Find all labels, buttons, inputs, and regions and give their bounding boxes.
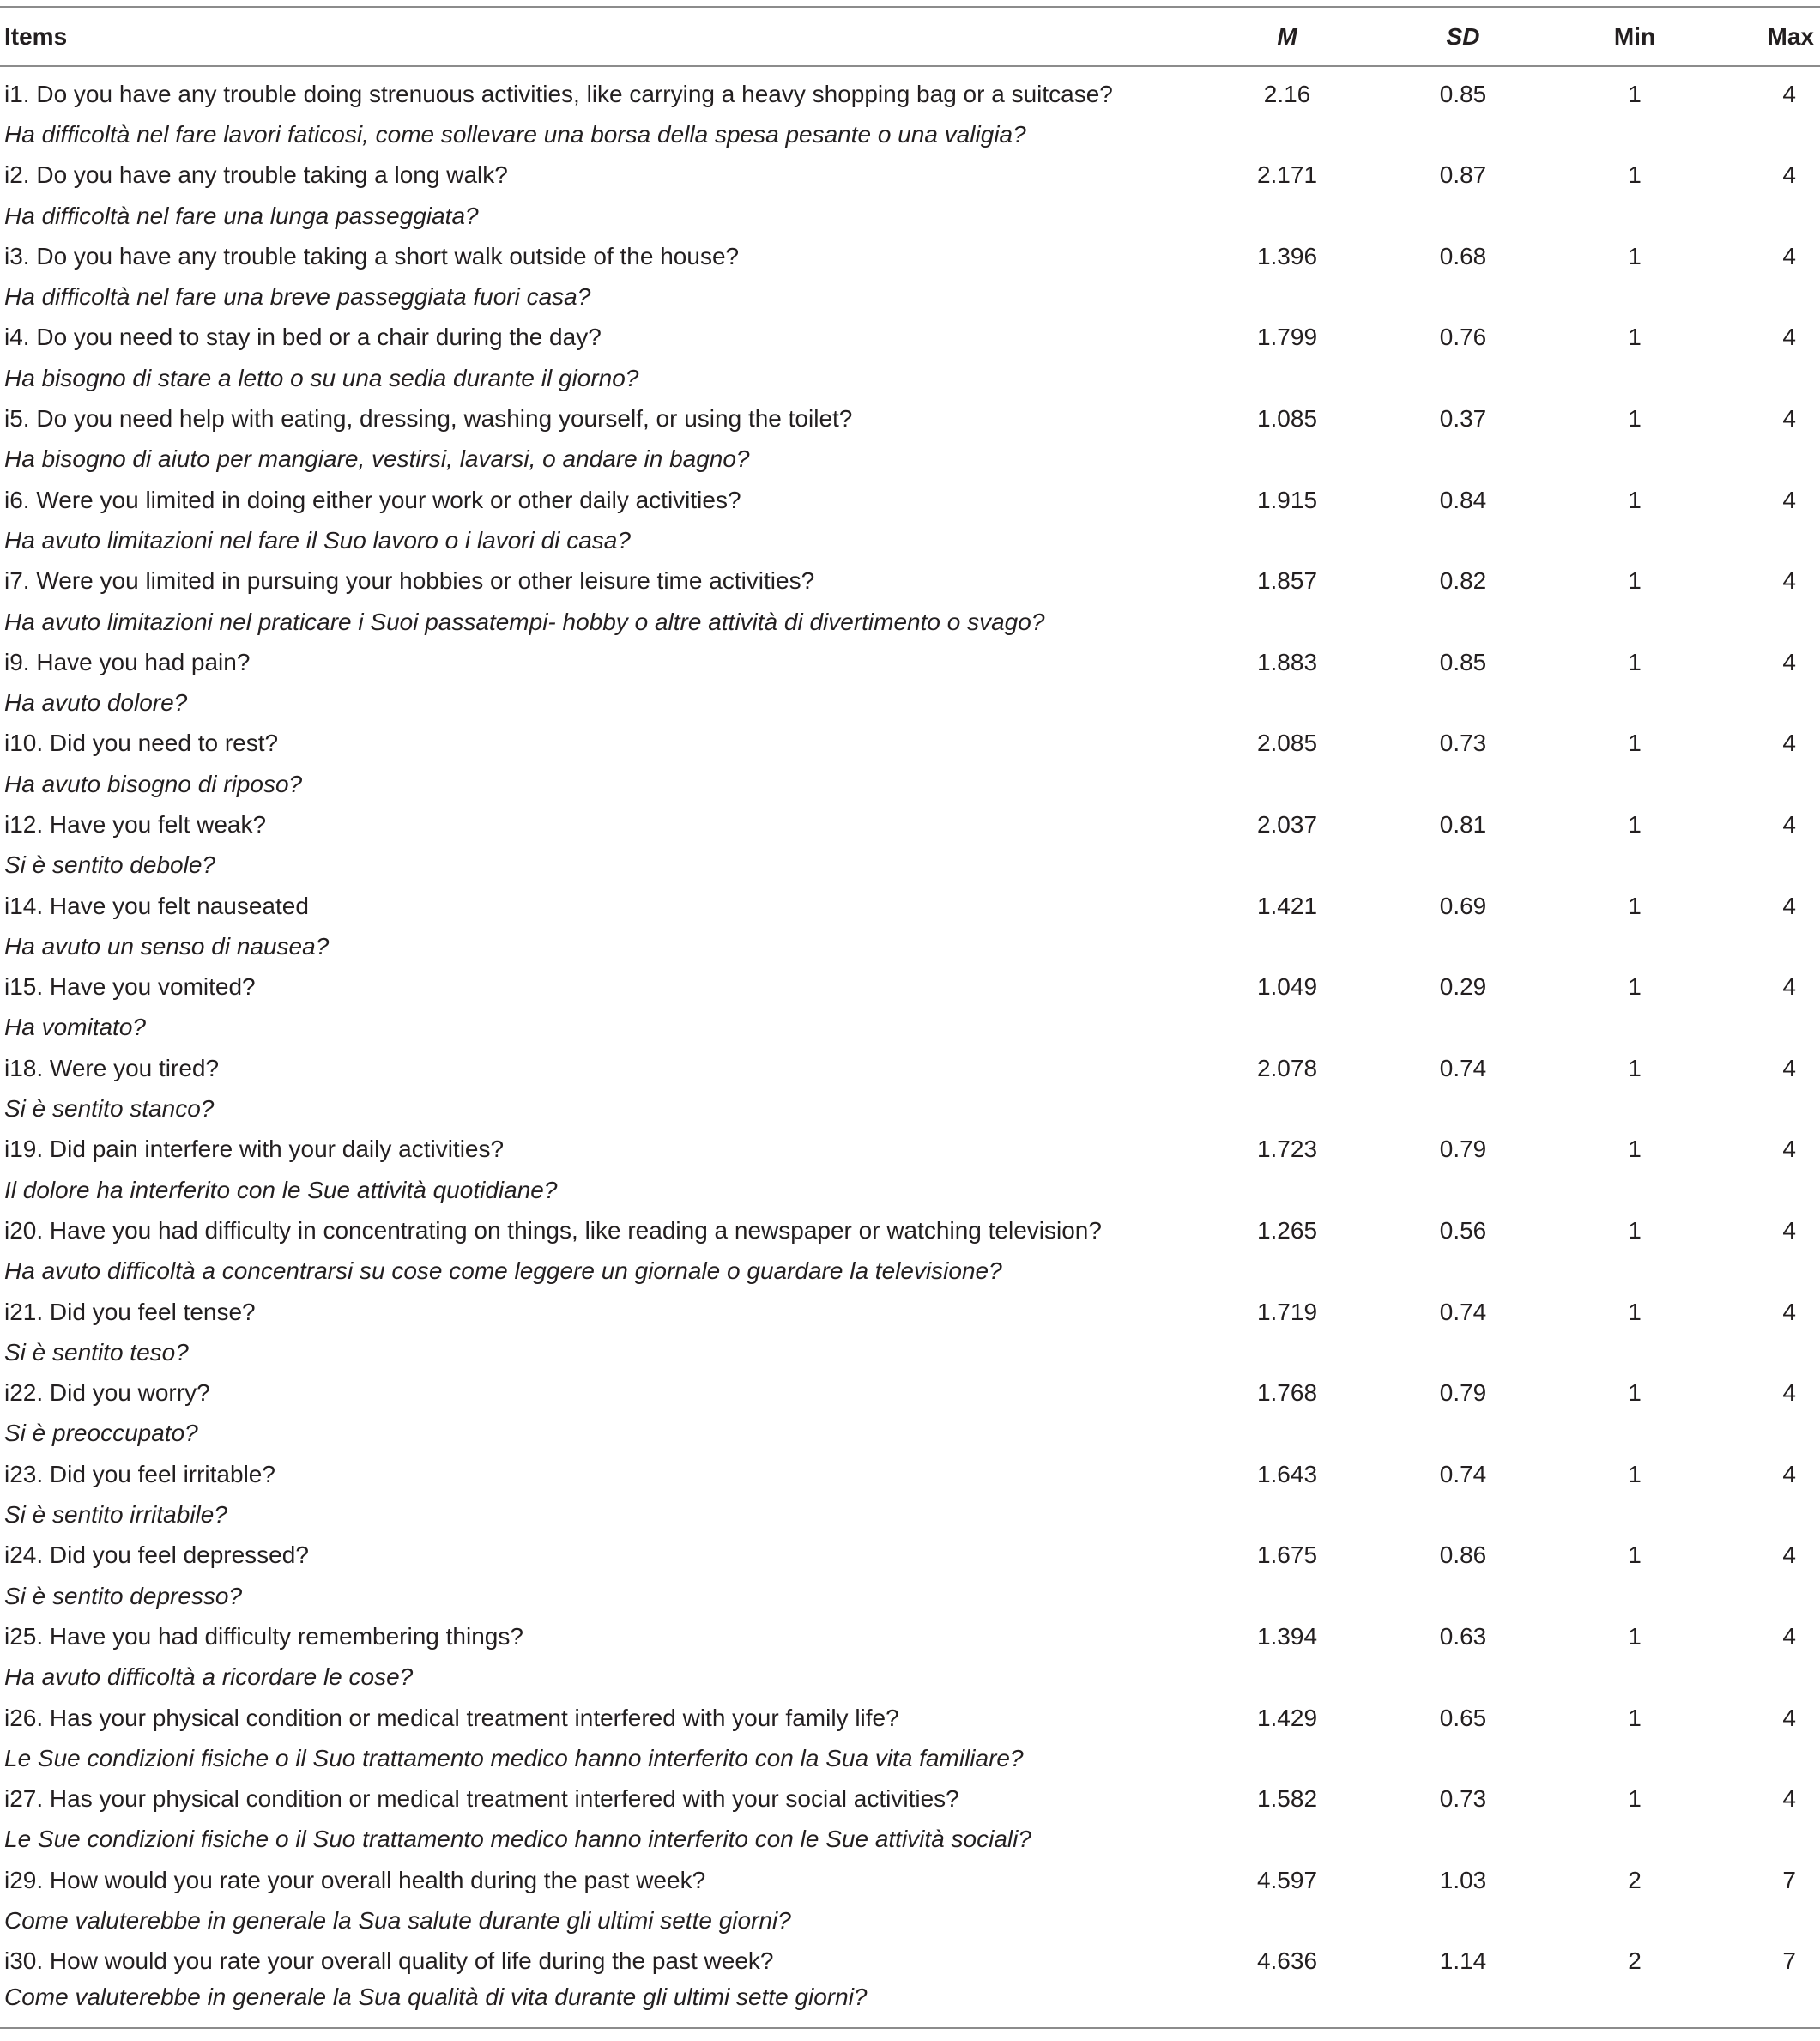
item-question-en: i27. Has your physical condition or medical treatment interfered with your social activities? (4, 1785, 959, 1813)
sd-value: 1.14 (1439, 1947, 1487, 1975)
descriptive-statistics-table-container (0, 6, 1820, 2029)
table-row-translation (0, 1982, 1820, 2028)
empty-cell (1201, 1251, 1373, 1292)
item-question-en: i20. Have you had difficulty in concentrating on things, like reading a newspaper or watching television? (4, 1216, 1102, 1244)
mean-value: 1.421 (1256, 892, 1318, 919)
empty-cell (1553, 1576, 1716, 1616)
empty-cell (1553, 926, 1716, 966)
empty-cell (1373, 1494, 1553, 1535)
min-value: 1 (1628, 1136, 1642, 1163)
table-row-translation (0, 1170, 1820, 1210)
sd-value: 0.74 (1439, 1054, 1487, 1081)
mean-value: 1.915 (1256, 486, 1318, 513)
empty-cell (1373, 276, 1553, 317)
table-row (0, 1292, 1820, 1332)
empty-cell (1716, 114, 1820, 154)
item-question-en: i2. Do you have any trouble taking a long walk? (4, 161, 508, 189)
item-question-it: Ha vomitato? (4, 1014, 146, 1041)
empty-cell (1373, 1414, 1553, 1454)
empty-cell (1373, 114, 1553, 154)
max-value: 4 (1782, 1379, 1796, 1407)
table-row (0, 1210, 1820, 1251)
mean-value: 1.049 (1256, 973, 1318, 1001)
empty-cell (1201, 439, 1373, 480)
table-row (0, 642, 1820, 682)
sd-value: 0.79 (1439, 1136, 1487, 1163)
mean-value: 2.078 (1256, 1054, 1318, 1081)
max-value: 4 (1782, 1054, 1796, 1081)
sd-value: 0.84 (1439, 486, 1487, 513)
sd-value: 0.87 (1439, 161, 1487, 189)
empty-cell (1373, 1657, 1553, 1698)
table-body (0, 66, 1820, 2028)
sd-value: 0.65 (1439, 1704, 1487, 1731)
sd-value: 0.85 (1439, 80, 1487, 107)
empty-cell (1716, 276, 1820, 317)
table-row-translation (0, 1414, 1820, 1454)
empty-cell (1201, 1900, 1373, 1941)
sd-value: 0.56 (1439, 1216, 1487, 1244)
empty-cell (1373, 1982, 1553, 2028)
mean-value: 2.085 (1256, 730, 1318, 757)
empty-cell (1553, 1088, 1716, 1129)
item-question-it: Si è preoccupato? (4, 1420, 198, 1447)
item-question-it: Si è sentito stanco? (4, 1095, 215, 1123)
empty-cell (1373, 682, 1553, 723)
empty-cell (1373, 1088, 1553, 1129)
empty-cell (1201, 1494, 1373, 1535)
sd-value: 0.79 (1439, 1379, 1487, 1407)
empty-cell (1373, 1900, 1553, 1941)
empty-cell (1716, 1251, 1820, 1292)
empty-cell (1553, 1738, 1716, 1778)
sd-value: 0.37 (1439, 405, 1487, 433)
item-question-it: Ha avuto difficoltà a concentrarsi su cose come leggere un giornale o guardare la televisione? (4, 1257, 1002, 1285)
item-question-it: Ha bisogno di stare a letto o su una sedia durante il giorno? (4, 364, 639, 391)
min-value: 1 (1628, 242, 1642, 270)
item-question-en: i24. Did you feel depressed? (4, 1541, 309, 1569)
min-value: 1 (1628, 1785, 1642, 1813)
min-value: 1 (1628, 324, 1642, 351)
mean-value: 1.723 (1256, 1136, 1318, 1163)
table-row-translation (0, 1900, 1820, 1941)
max-value: 7 (1782, 1947, 1796, 1975)
empty-cell (1716, 926, 1820, 966)
mean-value: 2.171 (1256, 161, 1318, 189)
mean-value: 1.582 (1256, 1785, 1318, 1813)
table-row-translation (0, 1251, 1820, 1292)
sd-value: 0.74 (1439, 1460, 1487, 1487)
sd-value: 0.73 (1439, 1785, 1487, 1813)
min-value: 1 (1628, 80, 1642, 107)
empty-cell (1553, 602, 1716, 642)
table-header (0, 7, 1820, 66)
table-row-translation (0, 1332, 1820, 1372)
max-value: 4 (1782, 1622, 1796, 1650)
item-question-en: i7. Were you limited in pursuing your hobbies or other leisure time activities? (4, 567, 815, 595)
table-row (0, 480, 1820, 520)
empty-cell (1373, 845, 1553, 886)
header-mean: M (1201, 7, 1373, 66)
table-row (0, 1778, 1820, 1819)
empty-cell (1716, 1576, 1820, 1616)
empty-cell (1201, 926, 1373, 966)
table-row (0, 561, 1820, 602)
empty-cell (1373, 1820, 1553, 1860)
empty-cell (1373, 1738, 1553, 1778)
table-row-translation (0, 358, 1820, 398)
mean-value: 1.675 (1256, 1541, 1318, 1569)
max-value: 4 (1782, 973, 1796, 1001)
descriptive-statistics-table (0, 6, 1820, 2029)
mean-value: 1.883 (1256, 648, 1318, 675)
max-value: 4 (1782, 161, 1796, 189)
empty-cell (1716, 1088, 1820, 1129)
table-row (0, 1454, 1820, 1494)
empty-cell (1716, 1820, 1820, 1860)
min-value: 1 (1628, 730, 1642, 757)
empty-cell (1201, 845, 1373, 886)
min-value: 1 (1628, 1622, 1642, 1650)
empty-cell (1716, 602, 1820, 642)
item-question-en: i15. Have you vomited? (4, 973, 256, 1001)
empty-cell (1716, 1738, 1820, 1778)
table-row-translation (0, 276, 1820, 317)
item-question-en: i9. Have you had pain? (4, 648, 251, 675)
empty-cell (1201, 1576, 1373, 1616)
empty-cell (1553, 1820, 1716, 1860)
empty-cell (1201, 196, 1373, 236)
header-sd: SD (1373, 7, 1553, 66)
item-question-en: i6. Were you limited in doing either your work or other daily activities? (4, 486, 741, 513)
empty-cell (1553, 1332, 1716, 1372)
table-row (0, 886, 1820, 926)
max-value: 4 (1782, 648, 1796, 675)
empty-cell (1373, 602, 1553, 642)
table-row-translation (0, 196, 1820, 236)
sd-value: 0.76 (1439, 324, 1487, 351)
table-row-translation (0, 1494, 1820, 1535)
empty-cell (1373, 926, 1553, 966)
empty-cell (1553, 1494, 1716, 1535)
header-min: Min (1553, 7, 1716, 66)
item-question-it: Ha avuto bisogno di riposo? (4, 770, 303, 797)
empty-cell (1553, 1170, 1716, 1210)
table-row (0, 1860, 1820, 1900)
empty-cell (1373, 520, 1553, 560)
empty-cell (1553, 1982, 1716, 2028)
item-question-en: i1. Do you have any trouble doing strenuous activities, like carrying a heavy shopping bag or a suitcase? (4, 80, 1113, 107)
empty-cell (1373, 1576, 1553, 1616)
item-question-en: i14. Have you felt nauseated (4, 892, 309, 919)
empty-cell (1716, 845, 1820, 886)
item-question-it: Come valuterebbe in generale la Sua qualità di vita durante gli ultimi sette giorni? (0, 1982, 1201, 2028)
item-question-en: i26. Has your physical condition or medical treatment interfered with your family life? (4, 1704, 899, 1731)
table-row (0, 236, 1820, 276)
empty-cell (1201, 276, 1373, 317)
item-question-en: i30. How would you rate your overall quality of life during the past week? (4, 1947, 774, 1975)
table-row (0, 1373, 1820, 1414)
table-row (0, 967, 1820, 1008)
max-value: 4 (1782, 730, 1796, 757)
table-row-translation (0, 520, 1820, 560)
table-row (0, 155, 1820, 196)
empty-cell (1553, 439, 1716, 480)
empty-cell (1201, 358, 1373, 398)
min-value: 2 (1628, 1947, 1642, 1975)
item-question-it: Il dolore ha interferito con le Sue attività quotidiane? (4, 1176, 558, 1203)
max-value: 4 (1782, 810, 1796, 838)
table-row-translation (0, 1576, 1820, 1616)
item-question-en: i5. Do you need help with eating, dressing, washing yourself, or using the toilet? (4, 405, 853, 433)
item-question-it: Ha bisogno di aiuto per mangiare, vestirsi, lavarsi, o andare in bagno? (4, 445, 750, 473)
sd-value: 0.69 (1439, 892, 1487, 919)
item-question-en: i4. Do you need to stay in bed or a chair during the day? (4, 324, 602, 351)
empty-cell (1373, 1332, 1553, 1372)
empty-cell (1201, 114, 1373, 154)
min-value: 1 (1628, 161, 1642, 189)
table-row (0, 1130, 1820, 1170)
table-row (0, 1941, 1820, 1982)
max-value: 4 (1782, 1460, 1796, 1487)
empty-cell (1553, 1657, 1716, 1698)
empty-cell (1373, 358, 1553, 398)
empty-cell (1716, 1900, 1820, 1941)
table-row (0, 398, 1820, 439)
empty-cell (1716, 682, 1820, 723)
empty-cell (1373, 439, 1553, 480)
empty-cell (1716, 1657, 1820, 1698)
mean-value: 1.857 (1256, 567, 1318, 595)
table-row (0, 1616, 1820, 1656)
sd-value: 0.86 (1439, 1541, 1487, 1569)
item-question-it: Ha difficoltà nel fare lavori faticosi, come sollevare una borsa della spesa pesante o una valigia? (4, 120, 1026, 148)
empty-cell (1373, 1008, 1553, 1048)
item-question-en: i12. Have you felt weak? (4, 810, 267, 838)
sd-value: 1.03 (1439, 1866, 1487, 1893)
table-row-translation (0, 682, 1820, 723)
sd-value: 0.81 (1439, 810, 1487, 838)
mean-value: 1.429 (1256, 1704, 1318, 1731)
item-question-en: i25. Have you had difficulty remembering things? (4, 1622, 523, 1650)
empty-cell (1201, 1820, 1373, 1860)
table-row (0, 1698, 1820, 1738)
item-question-it: Ha avuto difficoltà a ricordare le cose? (4, 1663, 414, 1691)
table-row (0, 1048, 1820, 1088)
empty-cell (1716, 358, 1820, 398)
sd-value: 0.85 (1439, 648, 1487, 675)
empty-cell (1553, 520, 1716, 560)
max-value: 4 (1782, 486, 1796, 513)
empty-cell (1553, 276, 1716, 317)
empty-cell (1716, 439, 1820, 480)
table-row-translation (0, 926, 1820, 966)
sd-value: 0.68 (1439, 242, 1487, 270)
table-row-translation (0, 845, 1820, 886)
empty-cell (1553, 1251, 1716, 1292)
table-row (0, 66, 1820, 114)
mean-value: 2.037 (1256, 810, 1318, 838)
header-items: Items (0, 7, 1201, 66)
mean-value: 1.719 (1256, 1298, 1318, 1325)
min-value: 1 (1628, 1379, 1642, 1407)
empty-cell (1373, 1251, 1553, 1292)
empty-cell (1373, 764, 1553, 804)
max-value: 4 (1782, 1136, 1796, 1163)
table-row (0, 1535, 1820, 1576)
min-value: 1 (1628, 810, 1642, 838)
max-value: 4 (1782, 892, 1796, 919)
max-value: 4 (1782, 324, 1796, 351)
item-question-it: Come valuterebbe in generale la Sua salute durante gli ultimi sette giorni? (4, 1907, 791, 1934)
table-row-translation (0, 114, 1820, 154)
table-row-translation (0, 1738, 1820, 1778)
empty-cell (1553, 764, 1716, 804)
mean-value: 1.768 (1256, 1379, 1318, 1407)
item-question-it: Ha avuto limitazioni nel fare il Suo lavoro o i lavori di casa? (4, 526, 631, 554)
min-value: 1 (1628, 1054, 1642, 1081)
mean-value: 2.16 (1263, 80, 1311, 107)
item-question-it: Ha avuto un senso di nausea? (4, 932, 330, 960)
table-row-translation (0, 1008, 1820, 1048)
mean-value: 1.396 (1256, 242, 1318, 270)
sd-value: 0.63 (1439, 1622, 1487, 1650)
item-question-it: Le Sue condizioni fisiche o il Suo trattamento medico hanno interferito con le Sue attività sociali? (4, 1826, 1031, 1853)
item-question-it: Si è sentito irritabile? (4, 1501, 227, 1529)
empty-cell (1553, 114, 1716, 154)
header-row (0, 7, 1820, 66)
item-question-en: i3. Do you have any trouble taking a short walk outside of the house? (4, 242, 740, 270)
empty-cell (1716, 764, 1820, 804)
empty-cell (1201, 1414, 1373, 1454)
table-row-translation (0, 439, 1820, 480)
item-question-it: Ha avuto dolore? (4, 689, 188, 717)
min-value: 1 (1628, 567, 1642, 595)
table-row-translation (0, 1820, 1820, 1860)
empty-cell (1716, 1008, 1820, 1048)
empty-cell (1716, 520, 1820, 560)
item-question-en: i19. Did pain interfere with your daily activities? (4, 1136, 505, 1163)
mean-value: 1.394 (1256, 1622, 1318, 1650)
item-question-it: Si è sentito depresso? (4, 1582, 243, 1609)
mean-value: 1.085 (1256, 405, 1318, 433)
mean-value: 4.636 (1256, 1947, 1318, 1975)
empty-cell (1716, 1332, 1820, 1372)
item-question-en: i10. Did you need to rest? (4, 730, 279, 757)
table-row-translation (0, 764, 1820, 804)
empty-cell (1201, 764, 1373, 804)
min-value: 1 (1628, 486, 1642, 513)
min-value: 1 (1628, 1460, 1642, 1487)
table-row-translation (0, 1088, 1820, 1129)
empty-cell (1553, 196, 1716, 236)
item-question-en: i22. Did you worry? (4, 1379, 210, 1407)
item-question-it: Ha avuto limitazioni nel praticare i Suoi passatempi- hobby o altre attività di divertimento o svago? (4, 608, 1045, 635)
max-value: 7 (1782, 1866, 1796, 1893)
min-value: 1 (1628, 1541, 1642, 1569)
min-value: 1 (1628, 1704, 1642, 1731)
header-max: Max (1716, 7, 1820, 66)
mean-value: 4.597 (1256, 1866, 1318, 1893)
item-question-it: Ha difficoltà nel fare una breve passeggiata fuori casa? (4, 283, 591, 311)
item-question-en: i18. Were you tired? (4, 1054, 220, 1081)
max-value: 4 (1782, 1704, 1796, 1731)
table-row-translation (0, 1657, 1820, 1698)
empty-cell (1373, 1170, 1553, 1210)
empty-cell (1716, 1170, 1820, 1210)
min-value: 1 (1628, 1298, 1642, 1325)
item-question-it: Si è sentito teso? (4, 1338, 189, 1366)
item-question-it: Si è sentito debole? (4, 851, 215, 879)
table-row-translation (0, 602, 1820, 642)
min-value: 1 (1628, 405, 1642, 433)
mean-value: 1.643 (1256, 1460, 1318, 1487)
mean-value: 1.799 (1256, 324, 1318, 351)
item-question-en: i21. Did you feel tense? (4, 1298, 256, 1325)
empty-cell (1201, 1170, 1373, 1210)
empty-cell (1553, 1900, 1716, 1941)
table-row (0, 724, 1820, 764)
empty-cell (1553, 1414, 1716, 1454)
empty-cell (1553, 1008, 1716, 1048)
mean-value: 1.265 (1256, 1216, 1318, 1244)
max-value: 4 (1782, 567, 1796, 595)
empty-cell (1716, 1494, 1820, 1535)
empty-cell (1201, 1088, 1373, 1129)
empty-cell (1373, 196, 1553, 236)
sd-value: 0.73 (1439, 730, 1487, 757)
empty-cell (1553, 682, 1716, 723)
empty-cell (1553, 845, 1716, 886)
empty-cell (1201, 682, 1373, 723)
min-value: 1 (1628, 1216, 1642, 1244)
max-value: 4 (1782, 405, 1796, 433)
item-question-it: Ha difficoltà nel fare una lunga passeggiata? (4, 202, 479, 229)
max-value: 4 (1782, 1216, 1796, 1244)
max-value: 4 (1782, 1541, 1796, 1569)
item-question-en: i23. Did you feel irritable? (4, 1460, 275, 1487)
min-value: 1 (1628, 648, 1642, 675)
sd-value: 0.29 (1439, 973, 1487, 1001)
empty-cell (1716, 1982, 1820, 2028)
item-question-it: Le Sue condizioni fisiche o il Suo trattamento medico hanno interferito con la Sua vita familiare? (4, 1744, 1024, 1771)
max-value: 4 (1782, 242, 1796, 270)
max-value: 4 (1782, 1785, 1796, 1813)
empty-cell (1201, 1008, 1373, 1048)
sd-value: 0.82 (1439, 567, 1487, 595)
min-value: 2 (1628, 1866, 1642, 1893)
table-row (0, 318, 1820, 358)
min-value: 1 (1628, 973, 1642, 1001)
max-value: 4 (1782, 80, 1796, 107)
item-question-en: i29. How would you rate your overall health during the past week? (4, 1866, 706, 1893)
empty-cell (1201, 1738, 1373, 1778)
table-row (0, 804, 1820, 845)
sd-value: 0.74 (1439, 1298, 1487, 1325)
empty-cell (1201, 1657, 1373, 1698)
empty-cell (1201, 520, 1373, 560)
empty-cell (1553, 358, 1716, 398)
min-value: 1 (1628, 892, 1642, 919)
empty-cell (1201, 1332, 1373, 1372)
empty-cell (1201, 602, 1373, 642)
empty-cell (1201, 1982, 1373, 2028)
max-value: 4 (1782, 1298, 1796, 1325)
empty-cell (1716, 196, 1820, 236)
empty-cell (1716, 1414, 1820, 1454)
